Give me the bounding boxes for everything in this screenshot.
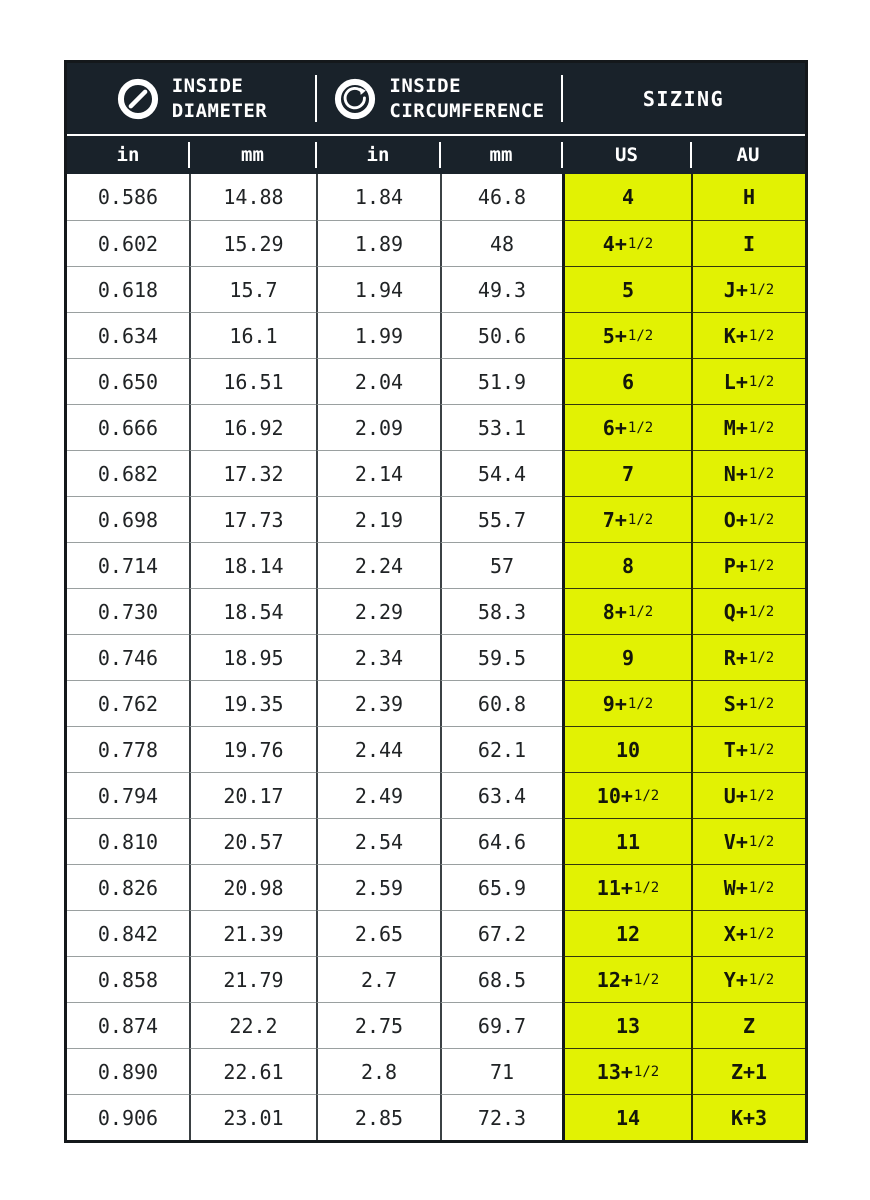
diameter-mm-cell: 18.14 (189, 542, 316, 588)
column-header-circumference-in: in (316, 136, 440, 174)
diameter-mm-cell: 19.35 (189, 680, 316, 726)
size-au-cell: H (691, 174, 805, 220)
half-fraction: 1/2 (748, 925, 775, 942)
size-us-cell: 14 (562, 1094, 691, 1140)
diameter-in-cell: 0.698 (67, 496, 189, 542)
circumference-in-cell: 2.59 (316, 864, 440, 910)
circumference-mm-cell: 53.1 (440, 404, 562, 450)
table-row (67, 312, 805, 358)
size-au-cell: K+3 (691, 1094, 805, 1140)
circumference-in-cell: 2.39 (316, 680, 440, 726)
circumference-mm-cell: 46.8 (440, 174, 562, 220)
circumference-mm-cell: 49.3 (440, 266, 562, 312)
size-au-cell: P+ 1/2 (691, 542, 805, 588)
diameter-in-cell: 0.602 (67, 220, 189, 266)
diameter-mm-cell: 21.39 (189, 910, 316, 956)
diameter-in-cell: 0.874 (67, 1002, 189, 1048)
diameter-in-cell: 0.666 (67, 404, 189, 450)
diameter-in-cell: 0.890 (67, 1048, 189, 1094)
diameter-mm-cell: 17.32 (189, 450, 316, 496)
size-us-cell: 8 (562, 542, 691, 588)
table-row (67, 358, 805, 404)
half-fraction: 1/2 (627, 327, 654, 344)
circumference-mm-cell: 67.2 (440, 910, 562, 956)
column-header-diameter-in: in (116, 144, 140, 166)
size-au-cell: R+ 1/2 (691, 634, 805, 680)
half-fraction: 1/2 (633, 879, 660, 896)
circumference-mm-cell: 62.1 (440, 726, 562, 772)
table-row (67, 404, 805, 450)
diameter-icon (116, 77, 160, 121)
circumference-mm-cell: 65.9 (440, 864, 562, 910)
circumference-in-cell: 1.94 (316, 266, 440, 312)
size-au-cell: S+ 1/2 (691, 680, 805, 726)
table-row (67, 864, 805, 910)
circumference-mm-cell: 58.3 (440, 588, 562, 634)
circumference-in-cell: 1.99 (316, 312, 440, 358)
header-label-line: CIRCUMFERENCE (389, 99, 545, 122)
diameter-in-cell: 0.746 (67, 634, 189, 680)
circumference-mm-cell: 55.7 (440, 496, 562, 542)
size-au-cell: I (691, 220, 805, 266)
diameter-mm-cell: 16.1 (189, 312, 316, 358)
circumference-mm-cell: 59.5 (440, 634, 562, 680)
size-us-cell: 6+ 1/2 (562, 404, 691, 450)
size-au-cell: Z (691, 1002, 805, 1048)
diameter-in-cell: 0.618 (67, 266, 189, 312)
diameter-mm-cell: 15.29 (189, 220, 316, 266)
diameter-mm-cell: 21.79 (189, 956, 316, 1002)
size-us-cell: 5 (562, 266, 691, 312)
size-au-cell: U+ 1/2 (691, 772, 805, 818)
diameter-in-cell: 0.730 (67, 588, 189, 634)
table-row (67, 542, 805, 588)
size-au-cell: Y+ 1/2 (691, 956, 805, 1002)
header-group-inside-diameter (67, 63, 316, 134)
circumference-mm-cell: 60.8 (440, 680, 562, 726)
column-header-row (67, 136, 805, 174)
diameter-in-cell: 0.906 (67, 1094, 189, 1140)
circumference-in-cell: 2.19 (316, 496, 440, 542)
circumference-in-cell: 2.49 (316, 772, 440, 818)
table-row (67, 496, 805, 542)
table-row (67, 634, 805, 680)
size-us-cell: 4 (562, 174, 691, 220)
circumference-mm-cell: 72.3 (440, 1094, 562, 1140)
diameter-mm-cell: 17.73 (189, 496, 316, 542)
table-row (67, 772, 805, 818)
table-header (67, 63, 805, 174)
circumference-mm-cell: 54.4 (440, 450, 562, 496)
half-fraction: 1/2 (627, 235, 654, 252)
table-row (67, 910, 805, 956)
header-label-line: DIAMETER (171, 99, 268, 122)
size-us-cell: 7 (562, 450, 691, 496)
diameter-mm-cell: 20.57 (189, 818, 316, 864)
half-fraction: 1/2 (748, 327, 775, 344)
diameter-in-cell: 0.858 (67, 956, 189, 1002)
table-row (67, 956, 805, 1002)
size-au-cell: W+ 1/2 (691, 864, 805, 910)
diameter-in-cell: 0.634 (67, 312, 189, 358)
diameter-mm-cell: 19.76 (189, 726, 316, 772)
table-row (67, 588, 805, 634)
circumference-in-cell: 2.14 (316, 450, 440, 496)
half-fraction: 1/2 (748, 741, 775, 758)
circumference-in-cell: 2.54 (316, 818, 440, 864)
circumference-in-cell: 2.44 (316, 726, 440, 772)
size-au-cell: L+ 1/2 (691, 358, 805, 404)
size-au-cell: J+ 1/2 (691, 266, 805, 312)
circumference-in-cell: 2.04 (316, 358, 440, 404)
size-us-cell: 13 (562, 1002, 691, 1048)
half-fraction: 1/2 (748, 695, 775, 712)
circumference-mm-cell: 63.4 (440, 772, 562, 818)
diameter-mm-cell: 18.95 (189, 634, 316, 680)
size-au-cell: V+ 1/2 (691, 818, 805, 864)
half-fraction: 1/2 (627, 511, 654, 528)
half-fraction: 1/2 (748, 373, 775, 390)
table-row (67, 450, 805, 496)
diameter-in-cell: 0.682 (67, 450, 189, 496)
half-fraction: 1/2 (627, 603, 654, 620)
half-fraction: 1/2 (748, 281, 775, 298)
size-us-cell: 8+ 1/2 (562, 588, 691, 634)
size-us-cell: 12+ 1/2 (562, 956, 691, 1002)
table-row (67, 726, 805, 772)
circumference-mm-cell: 48 (440, 220, 562, 266)
size-au-cell: T+ 1/2 (691, 726, 805, 772)
diameter-mm-cell: 22.2 (189, 1002, 316, 1048)
header-group-row (67, 63, 805, 134)
circumference-mm-cell: 68.5 (440, 956, 562, 1002)
size-us-cell: 6 (562, 358, 691, 404)
table-row (67, 1002, 805, 1048)
half-fraction: 1/2 (633, 1063, 660, 1080)
circumference-in-cell: 2.8 (316, 1048, 440, 1094)
diameter-in-cell: 0.714 (67, 542, 189, 588)
column-header-circumference-mm: mm (440, 136, 562, 174)
size-au-cell: K+ 1/2 (691, 312, 805, 358)
diameter-in-cell: 0.586 (67, 174, 189, 220)
diameter-mm-cell: 15.7 (189, 266, 316, 312)
diameter-in-cell: 0.778 (67, 726, 189, 772)
half-fraction: 1/2 (748, 603, 775, 620)
column-header-size-au: AU (691, 136, 805, 174)
half-fraction: 1/2 (627, 419, 654, 436)
table-body (67, 174, 805, 1140)
circumference-in-cell: 2.24 (316, 542, 440, 588)
circumference-in-cell: 1.84 (316, 174, 440, 220)
header-label-line: INSIDE (171, 74, 244, 97)
half-fraction: 1/2 (748, 787, 775, 804)
table-row (67, 266, 805, 312)
half-fraction: 1/2 (627, 695, 654, 712)
header-group-label (172, 74, 268, 124)
circumference-mm-cell: 51.9 (440, 358, 562, 404)
circumference-icon (333, 77, 377, 121)
column-header-diameter-mm: mm (189, 136, 316, 174)
diameter-mm-cell: 14.88 (189, 174, 316, 220)
table-row (67, 174, 805, 220)
diameter-mm-cell: 22.61 (189, 1048, 316, 1094)
size-au-cell: N+ 1/2 (691, 450, 805, 496)
half-fraction: 1/2 (748, 465, 775, 482)
size-us-cell: 11 (562, 818, 691, 864)
circumference-mm-cell: 69.7 (440, 1002, 562, 1048)
size-us-cell: 7+ 1/2 (562, 496, 691, 542)
table-row (67, 818, 805, 864)
size-au-cell: Q+ 1/2 (691, 588, 805, 634)
diameter-in-cell: 0.810 (67, 818, 189, 864)
diameter-in-cell: 0.794 (67, 772, 189, 818)
size-us-cell: 12 (562, 910, 691, 956)
size-au-cell: O+ 1/2 (691, 496, 805, 542)
size-au-cell: X+ 1/2 (691, 910, 805, 956)
circumference-mm-cell: 71 (440, 1048, 562, 1094)
table-row (67, 680, 805, 726)
circumference-in-cell: 2.75 (316, 1002, 440, 1048)
ring-size-conversion-table (64, 60, 808, 1143)
size-us-cell: 13+ 1/2 (562, 1048, 691, 1094)
diameter-mm-cell: 20.98 (189, 864, 316, 910)
circumference-in-cell: 2.85 (316, 1094, 440, 1140)
size-us-cell: 10 (562, 726, 691, 772)
circumference-in-cell: 2.09 (316, 404, 440, 450)
diameter-in-cell: 0.826 (67, 864, 189, 910)
half-fraction: 1/2 (748, 971, 775, 988)
size-au-cell: M+ 1/2 (691, 404, 805, 450)
half-fraction: 1/2 (633, 787, 660, 804)
diameter-mm-cell: 16.51 (189, 358, 316, 404)
half-fraction: 1/2 (633, 971, 660, 988)
diameter-mm-cell: 20.17 (189, 772, 316, 818)
table-row (67, 220, 805, 266)
size-us-cell: 4+ 1/2 (562, 220, 691, 266)
circumference-mm-cell: 57 (440, 542, 562, 588)
half-fraction: 1/2 (748, 557, 775, 574)
circumference-in-cell: 2.34 (316, 634, 440, 680)
header-group-label: SIZING (642, 86, 725, 111)
diameter-in-cell: 0.650 (67, 358, 189, 404)
size-us-cell: 10+ 1/2 (562, 772, 691, 818)
size-us-cell: 11+ 1/2 (562, 864, 691, 910)
diameter-mm-cell: 16.92 (189, 404, 316, 450)
size-au-cell: Z+1 (691, 1048, 805, 1094)
header-group-label (389, 74, 544, 124)
diameter-mm-cell: 18.54 (189, 588, 316, 634)
table-row (67, 1094, 805, 1140)
header-label-line: INSIDE (389, 74, 462, 97)
circumference-in-cell: 2.29 (316, 588, 440, 634)
column-header-size-us: US (562, 136, 691, 174)
half-fraction: 1/2 (748, 833, 775, 850)
diameter-in-cell: 0.842 (67, 910, 189, 956)
circumference-in-cell: 1.89 (316, 220, 440, 266)
size-us-cell: 9 (562, 634, 691, 680)
half-fraction: 1/2 (748, 649, 775, 666)
header-group-inside-circumference (316, 63, 562, 134)
diameter-mm-cell: 23.01 (189, 1094, 316, 1140)
circumference-mm-cell: 64.6 (440, 818, 562, 864)
size-us-cell: 5+ 1/2 (562, 312, 691, 358)
circumference-in-cell: 2.65 (316, 910, 440, 956)
circumference-in-cell: 2.7 (316, 956, 440, 1002)
circumference-mm-cell: 50.6 (440, 312, 562, 358)
half-fraction: 1/2 (748, 419, 775, 436)
header-group-sizing (562, 63, 805, 134)
size-us-cell: 9+ 1/2 (562, 680, 691, 726)
half-fraction: 1/2 (748, 511, 775, 528)
table-row (67, 1048, 805, 1094)
half-fraction: 1/2 (748, 879, 775, 896)
diameter-in-cell: 0.762 (67, 680, 189, 726)
